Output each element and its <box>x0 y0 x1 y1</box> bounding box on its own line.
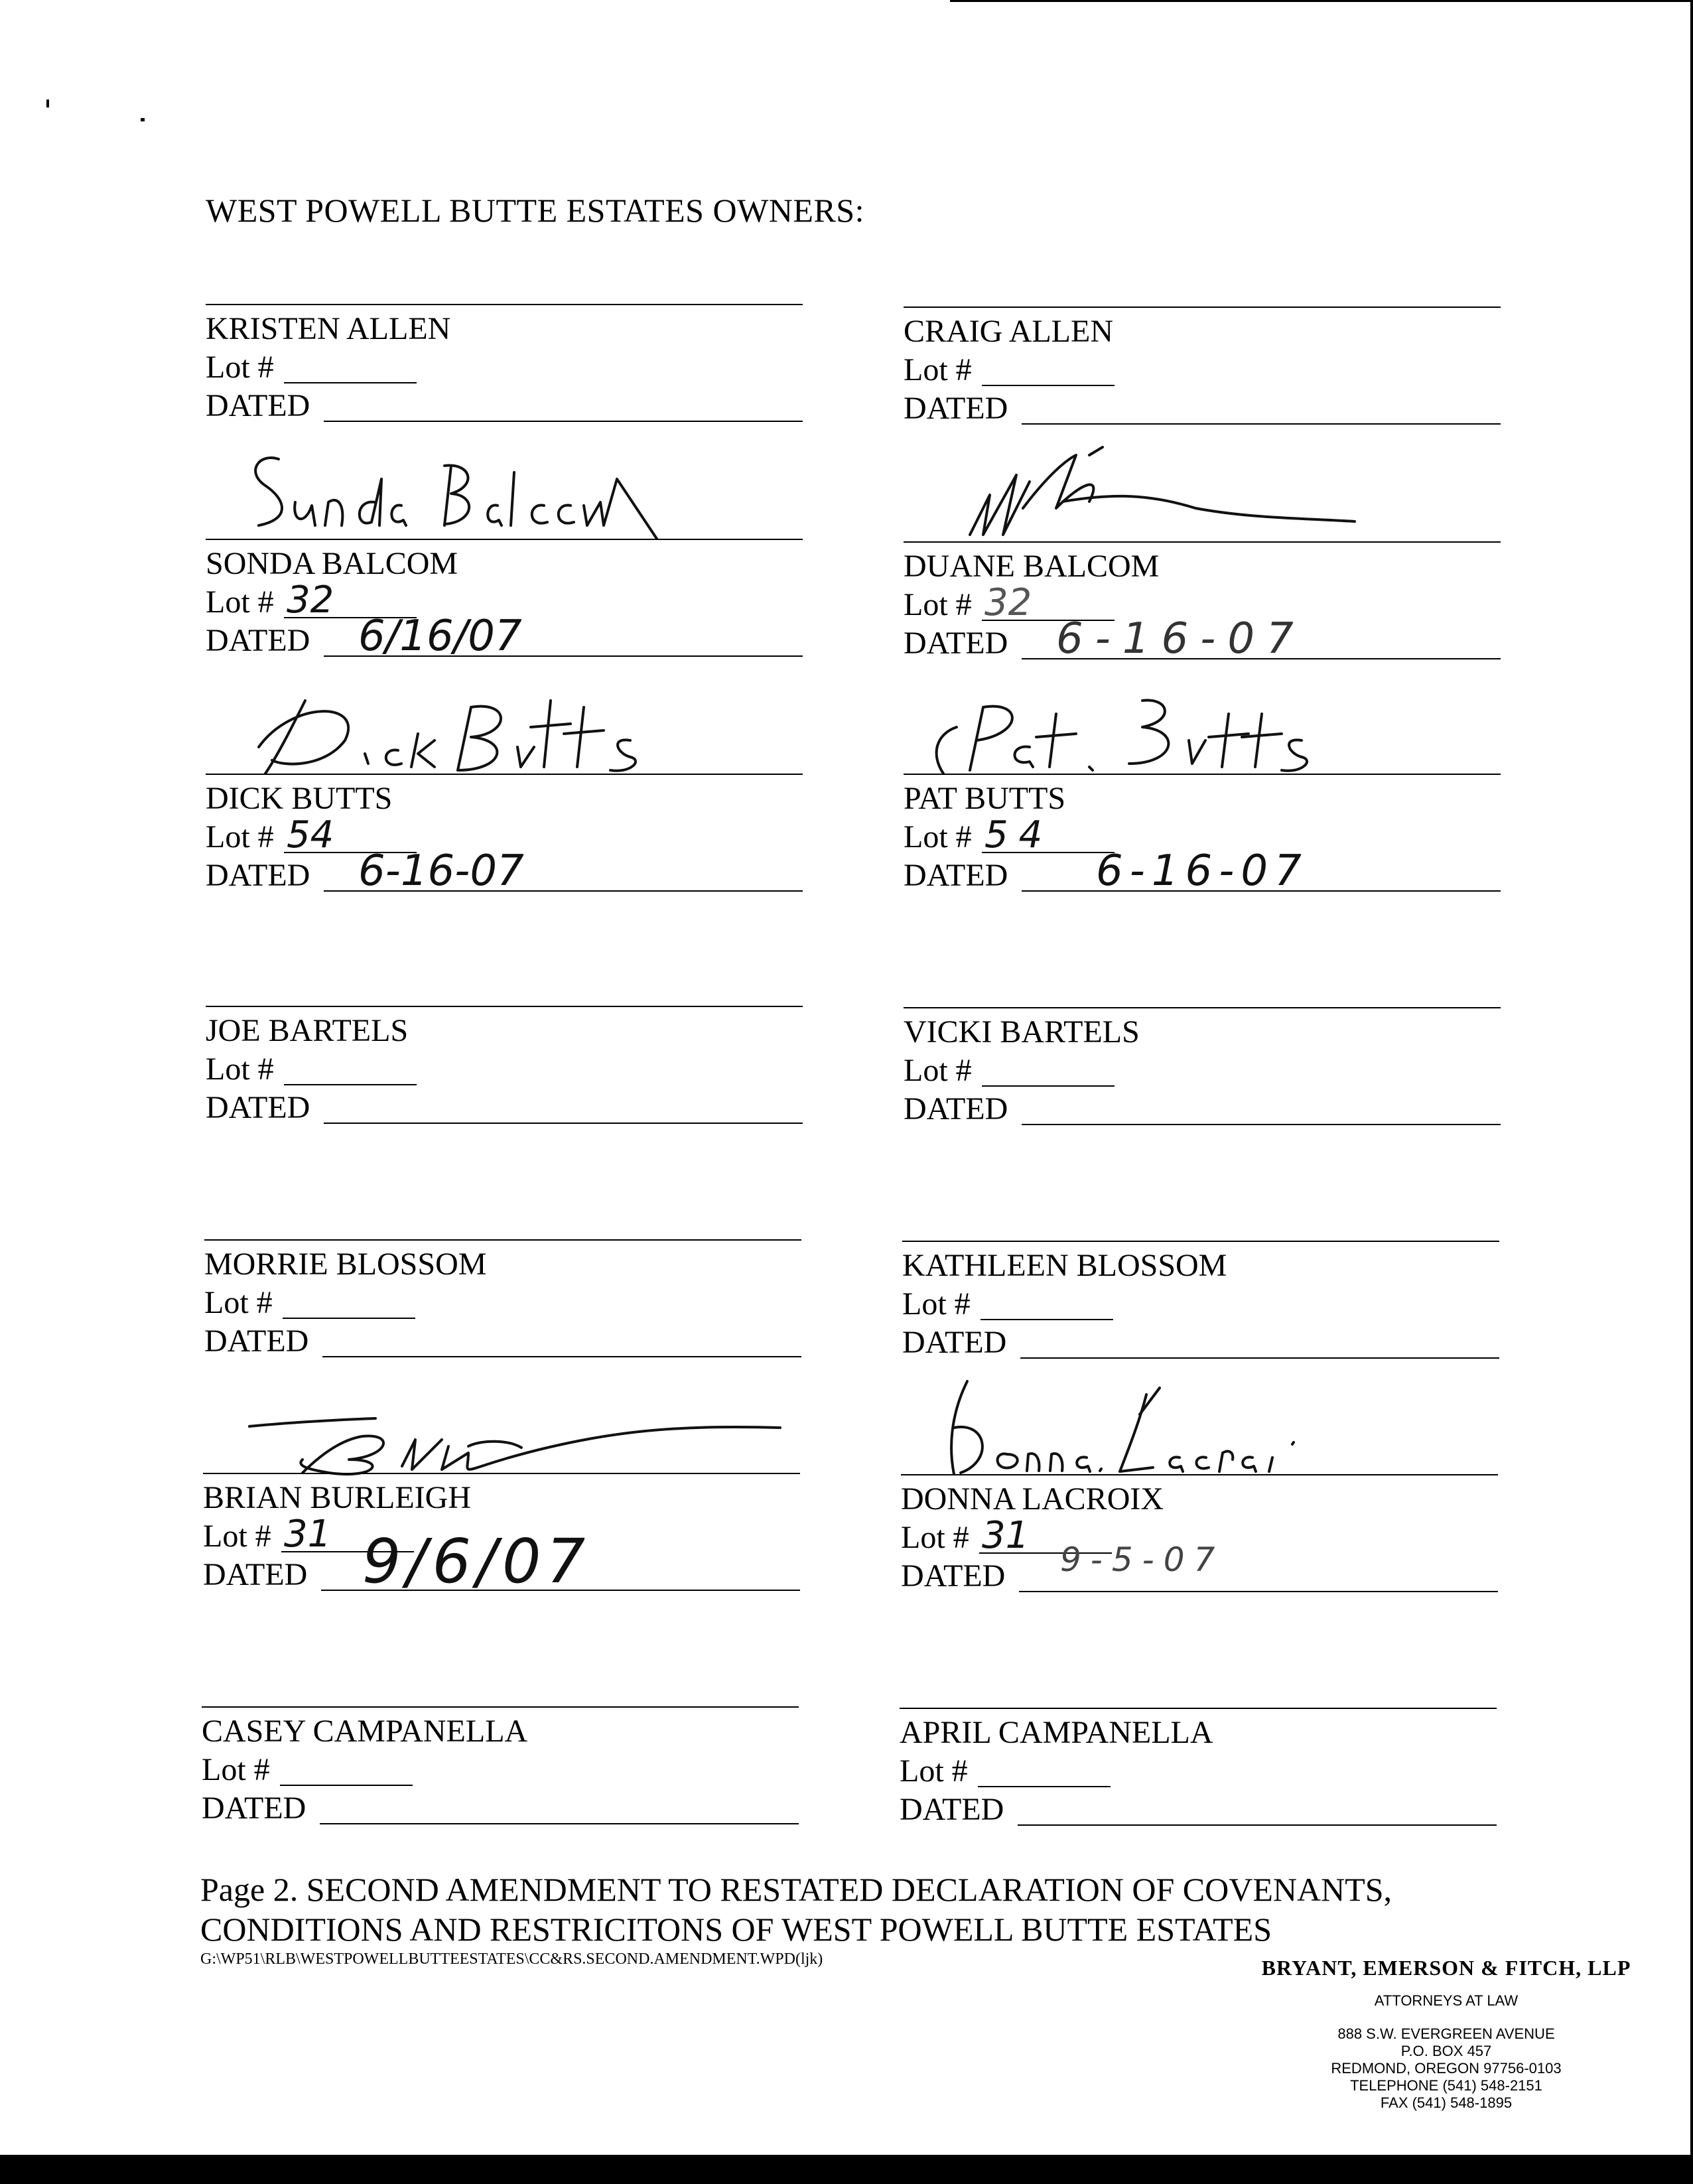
owner-name: DONNA LACROIX <box>901 1481 1164 1517</box>
dated-label: DATED <box>901 1558 1006 1594</box>
scan-speck <box>46 100 49 107</box>
dated-label: DATED <box>904 626 1008 661</box>
scan-edge-bottom <box>0 2155 1693 2184</box>
handwritten-date: 6-16-07 <box>358 847 524 896</box>
owner-name: KRISTEN ALLEN <box>206 311 451 346</box>
lot-field-line <box>284 382 417 383</box>
firm-address-line: REDMOND, OREGON 97756-0103 <box>1331 2060 1562 2077</box>
footer-title-line-1: Page 2. SECOND AMENDMENT TO RESTATED DECLARATION OF COVENANTS, <box>200 1871 1392 1908</box>
law-firm-block <box>1247 1956 1645 2112</box>
handwritten-lot-number: 32 <box>287 579 334 622</box>
dated-label: DATED <box>202 1791 306 1826</box>
firm-address-line: 888 S.W. EVERGREEN AVENUE <box>1337 2025 1555 2042</box>
dated-field-line <box>320 1823 799 1824</box>
handwritten-date: 9-5-07 <box>1060 1540 1225 1579</box>
file-path: G:\WP51\RLB\WESTPOWELLBUTTEESTATES\CC&RS.SECOND.AMENDMENT.WPD(ljk) <box>200 1950 823 1968</box>
lot-field-line <box>982 385 1115 386</box>
lot-label: Lot # <box>904 1053 972 1088</box>
lot-field-line <box>982 1085 1115 1087</box>
owner-block-dick-butts <box>206 774 843 986</box>
lot-label: Lot # <box>203 1519 271 1554</box>
lot-label: Lot # <box>902 1286 971 1322</box>
owner-block-vicki-bartels <box>904 1007 1540 1219</box>
lot-label: Lot # <box>206 819 274 854</box>
dated-field-line <box>1020 1357 1499 1359</box>
signature-line <box>900 1708 1497 1709</box>
dated-label: DATED <box>206 858 310 893</box>
firm-address-line: P.O. BOX 457 <box>1400 2043 1492 2059</box>
dated-field-line <box>1022 423 1501 425</box>
dated-label: DATED <box>904 391 1008 426</box>
scan-speck <box>141 118 145 121</box>
handwritten-date: 6/16/07 <box>358 612 522 661</box>
lot-label: Lot # <box>901 1520 969 1555</box>
lot-field-line <box>284 1084 417 1085</box>
handwritten-lot-number: 31 <box>982 1514 1030 1557</box>
lot-label: Lot # <box>900 1753 968 1789</box>
handwritten-lot-number: 54 <box>984 813 1053 856</box>
signature-pat-butts <box>930 674 1501 780</box>
owner-name: KATHLEEN BLOSSOM <box>902 1248 1227 1283</box>
signature-sonda-balcom <box>232 439 803 545</box>
lot-label: Lot # <box>202 1752 270 1787</box>
dated-label: DATED <box>904 1091 1008 1126</box>
signature-line <box>204 1239 801 1241</box>
dated-label: DATED <box>904 858 1008 893</box>
owner-name: APRIL CAMPANELLA <box>900 1715 1213 1750</box>
signature-line <box>901 1474 1498 1475</box>
signature-line <box>206 304 803 305</box>
scan-edge-top-right <box>950 0 1693 2</box>
signature-line <box>904 774 1501 775</box>
handwritten-date: 6-16-07 <box>1096 847 1308 896</box>
handwritten-date: 9/6/07 <box>362 1526 591 1597</box>
firm-fax: FAX (541) 548-1895 <box>1380 2094 1513 2111</box>
owner-name: CRAIG ALLEN <box>904 314 1113 349</box>
firm-address <box>1247 2025 1645 2112</box>
signature-line <box>202 1706 799 1708</box>
signature-line <box>206 1006 803 1007</box>
signature-line <box>904 307 1501 308</box>
handwritten-lot-number: 32 <box>984 581 1032 624</box>
handwritten-lot-number: 54 <box>287 813 334 856</box>
dated-label: DATED <box>203 1557 308 1592</box>
signature-line <box>904 1007 1501 1008</box>
lot-field-line <box>280 1785 413 1786</box>
lot-label: Lot # <box>904 352 972 387</box>
firm-name: BRYANT, EMERSON & FITCH, LLP <box>1261 1956 1631 1980</box>
lot-label: Lot # <box>904 819 972 854</box>
owner-name: BRIAN BURLEIGH <box>203 1480 471 1515</box>
owner-block-brian-burleigh <box>203 1473 840 1685</box>
signature-line <box>206 539 803 540</box>
dated-field-line <box>1019 1591 1498 1592</box>
lot-label: Lot # <box>204 1285 273 1320</box>
signature-line <box>902 1241 1499 1242</box>
dated-label: DATED <box>206 623 310 658</box>
owner-name: SONDA BALCOM <box>206 546 458 581</box>
lot-field-line <box>981 1319 1113 1320</box>
lot-label: Lot # <box>904 587 972 622</box>
scan-edge-right <box>1690 0 1693 2184</box>
firm-telephone: TELEPHONE (541) 548-2151 <box>1350 2077 1542 2094</box>
owner-block-joe-bartels <box>206 1006 843 1218</box>
owner-block-pat-butts <box>904 774 1540 986</box>
signature-line <box>203 1473 800 1474</box>
owner-block-donna-lacroix <box>901 1474 1538 1686</box>
lot-field-line <box>283 1318 415 1319</box>
footer-title-line-2: CONDITIONS AND RESTRICITONS OF WEST POWELL BUTTE ESTATES <box>200 1911 1272 1948</box>
dated-field-line <box>322 1356 801 1357</box>
dated-field-line <box>324 1123 803 1124</box>
owner-name: DICK BUTTS <box>206 781 393 816</box>
signature-duane-balcom <box>930 442 1501 548</box>
dated-label: DATED <box>902 1325 1007 1360</box>
signature-line <box>904 541 1501 543</box>
signature-brian-burleigh <box>230 1373 800 1479</box>
signature-donna-lacroix <box>927 1375 1498 1481</box>
owner-name: JOE BARTELS <box>206 1013 409 1048</box>
owner-name: VICKI BARTELS <box>904 1014 1140 1050</box>
document-heading: WEST POWELL BUTTE ESTATES OWNERS: <box>206 192 864 229</box>
document-footer <box>200 1870 1392 1949</box>
dated-label: DATED <box>206 388 310 423</box>
owner-name: PAT BUTTS <box>904 781 1066 816</box>
lot-field-line <box>978 1786 1111 1787</box>
owner-name: MORRIE BLOSSOM <box>204 1247 487 1282</box>
lot-label: Lot # <box>206 1052 274 1087</box>
dated-field-line <box>1022 1124 1501 1125</box>
dated-label: DATED <box>900 1792 1004 1827</box>
lot-label: Lot # <box>206 350 274 385</box>
firm-subtitle: ATTORNEYS AT LAW <box>1374 1992 1519 2009</box>
handwritten-date: 6-16-07 <box>1056 614 1306 663</box>
owner-name: DUANE BALCOM <box>904 549 1160 584</box>
dated-label: DATED <box>206 1090 310 1125</box>
handwritten-lot-number: 31 <box>284 1513 332 1556</box>
lot-label: Lot # <box>206 584 274 620</box>
signature-line <box>206 774 803 775</box>
dated-field-line <box>324 421 803 422</box>
dated-label: DATED <box>204 1324 309 1359</box>
dated-field-line <box>1018 1824 1497 1826</box>
owner-name: CASEY CAMPANELLA <box>202 1714 528 1749</box>
signature-dick-butts <box>232 674 803 780</box>
